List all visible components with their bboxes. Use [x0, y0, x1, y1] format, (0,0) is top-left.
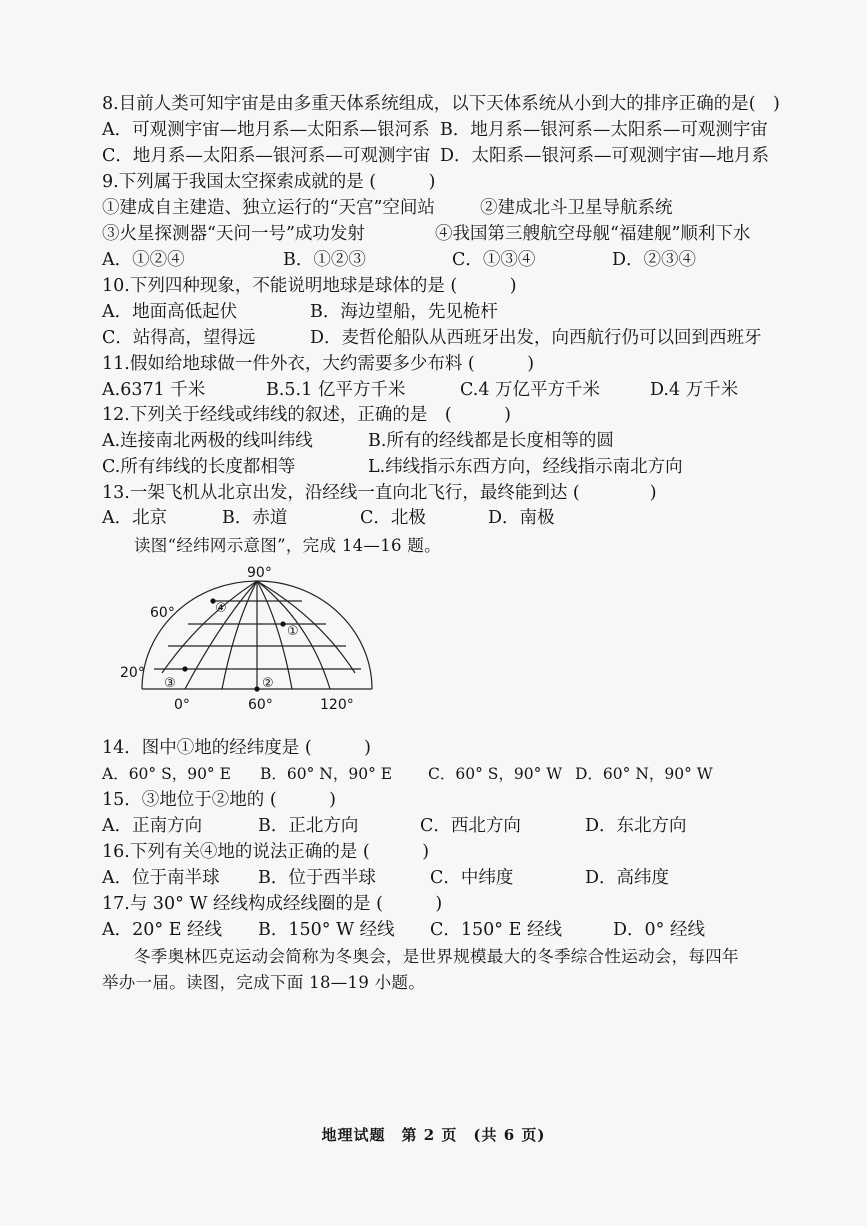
q10-option-d: D．麦哲伦船队从西班牙出发，向西航行仍可以回到西班牙: [310, 328, 762, 348]
q11-option-c: C.4 万亿平方千米: [460, 380, 601, 400]
q11-option-b: B.5.1 亿平方千米: [266, 380, 406, 400]
q9-statement-1: ①建成自主建造、独立运行的“天宫”空间站: [102, 198, 435, 218]
q17-option-b: B．150° W 经线: [258, 920, 395, 940]
label-lat-90: 90°: [247, 565, 272, 581]
q8-stem: 8.目前人类可知宇宙是由多重天体系统组成，以下天体系统从小到大的排序正确的是( ): [102, 94, 780, 114]
q16-option-d: D．高纬度: [585, 868, 670, 888]
q11-stem: 11.假如给地球做一件外衣，大约需要多少布料 ( ): [102, 354, 535, 374]
q10-option-a: A．地面高低起伏: [102, 302, 238, 322]
q8-option-a: A．可观测宇宙—地月系—太阳系—银河系: [102, 120, 430, 140]
q8-option-b: B．地月系—银河系—太阳系—可观测宇宙: [440, 120, 768, 140]
map-intro: 读图“经纬网示意图”，完成 14—16 题。: [134, 536, 441, 555]
q8-option-c: C．地月系—太阳系—银河系—可观测宇宙: [102, 146, 431, 166]
q15-stem: 15．③地位于②地的 ( ): [102, 790, 336, 810]
q15-option-a: A．正南方向: [102, 816, 203, 836]
q13-option-d: D．南极: [488, 508, 555, 528]
point-3: [182, 666, 187, 671]
q9-option-b: B．①②③: [283, 250, 366, 270]
label-lat-60: 60°: [150, 605, 175, 621]
meridian-east: [257, 581, 355, 673]
q10-option-c: C．站得高，望得远: [102, 328, 256, 348]
meridian-west: [162, 581, 257, 673]
q17-option-d: D．0° 经线: [613, 920, 705, 940]
q13-option-b: B．赤道: [222, 508, 288, 528]
marker-4: ④: [215, 601, 227, 616]
q11-option-d: D.4 万千米: [650, 380, 739, 400]
q17-stem: 17.与 30° W 经线构成经线圈的是 ( ): [102, 894, 443, 914]
marker-1: ①: [287, 624, 299, 639]
q8-option-d: D．太阳系—银河系—可观测宇宙—地月系: [440, 146, 770, 166]
q10-stem: 10.下列四种现象，不能说明地球是球体的是 ( ): [102, 276, 517, 296]
q14-option-c: C．60° S，90° W: [428, 765, 563, 783]
q15-option-d: D．东北方向: [585, 816, 687, 836]
q12-option-c: C.所有纬线的长度都相等: [102, 457, 296, 477]
q13-option-c: C．北极: [360, 508, 426, 528]
label-lat-20: 20°: [120, 665, 145, 681]
q15-option-b: B．正北方向: [258, 816, 359, 836]
q15-option-c: C．西北方向: [420, 816, 521, 836]
point-2: [254, 686, 259, 691]
q9-option-c: C．①③④: [452, 250, 536, 270]
marker-2: ②: [262, 676, 274, 691]
q13-stem: 13.一架飞机从北京出发，沿经线一直向北飞行，最终能到达 ( ): [102, 483, 657, 503]
q9-statement-4: ④我国第三艘航空母舰“福建舰”顺利下水: [435, 224, 751, 244]
page-footer: 地理试题 第 2 页 (共 6 页): [321, 1126, 546, 1144]
q9-statement-3: ③火星探测器“天问一号”成功发射: [102, 224, 365, 244]
graticule-map: [110, 563, 390, 723]
q17-option-a: A．20° E 经线: [102, 920, 223, 940]
q14-option-d: D．60° N，90° W: [575, 765, 713, 783]
q11-option-a: A.6371 千米: [102, 380, 206, 400]
label-lon-120: 120°: [320, 697, 354, 713]
q12-stem: 12.下列关于经线或纬线的叙述，正确的是 ( ): [102, 405, 511, 425]
q14-option-a: A．60° S，90° E: [102, 765, 231, 783]
q16-stem: 16.下列有关④地的说法正确的是 ( ): [102, 842, 430, 862]
q9-option-a: A．①②④: [102, 250, 185, 270]
q9-stem: 9.下列属于我国太空探索成就的是 ( ): [102, 172, 436, 192]
q12-option-a: A.连接南北两极的线叫纬线: [102, 431, 313, 451]
label-lon-0: 0°: [174, 697, 190, 713]
q16-option-b: B．位于西半球: [258, 868, 376, 888]
winter-olympics-intro-line2: 举办一届。读图，完成下面 18—19 小题。: [102, 973, 426, 992]
q14-option-b: B．60° N，90° E: [260, 765, 393, 783]
label-lon-60: 60°: [248, 697, 273, 713]
marker-3: ③: [164, 676, 176, 691]
q12-option-d: L.纬线指示东西方向，经线指示南北方向: [368, 457, 683, 477]
q9-option-d: D．②③④: [612, 250, 697, 270]
winter-olympics-intro-line1: 冬季奥林匹克运动会简称为冬奥会，是世界规模最大的冬季综合性运动会，每四年: [134, 947, 739, 966]
point-1: [280, 621, 285, 626]
q10-option-b: B．海边望船，先见桅杆: [310, 302, 498, 322]
q16-option-a: A．位于南半球: [102, 868, 220, 888]
q14-stem: 14．图中①地的经纬度是 ( ): [102, 738, 371, 758]
q13-option-a: A．北京: [102, 508, 168, 528]
meridian-30: [222, 581, 257, 689]
q16-option-c: C．中纬度: [430, 868, 514, 888]
q9-statement-2: ②建成北斗卫星导航系统: [480, 198, 673, 218]
q17-option-c: C．150° E 经线: [430, 920, 562, 940]
q12-option-b: B.所有的经线都是长度相等的圆: [368, 431, 614, 451]
